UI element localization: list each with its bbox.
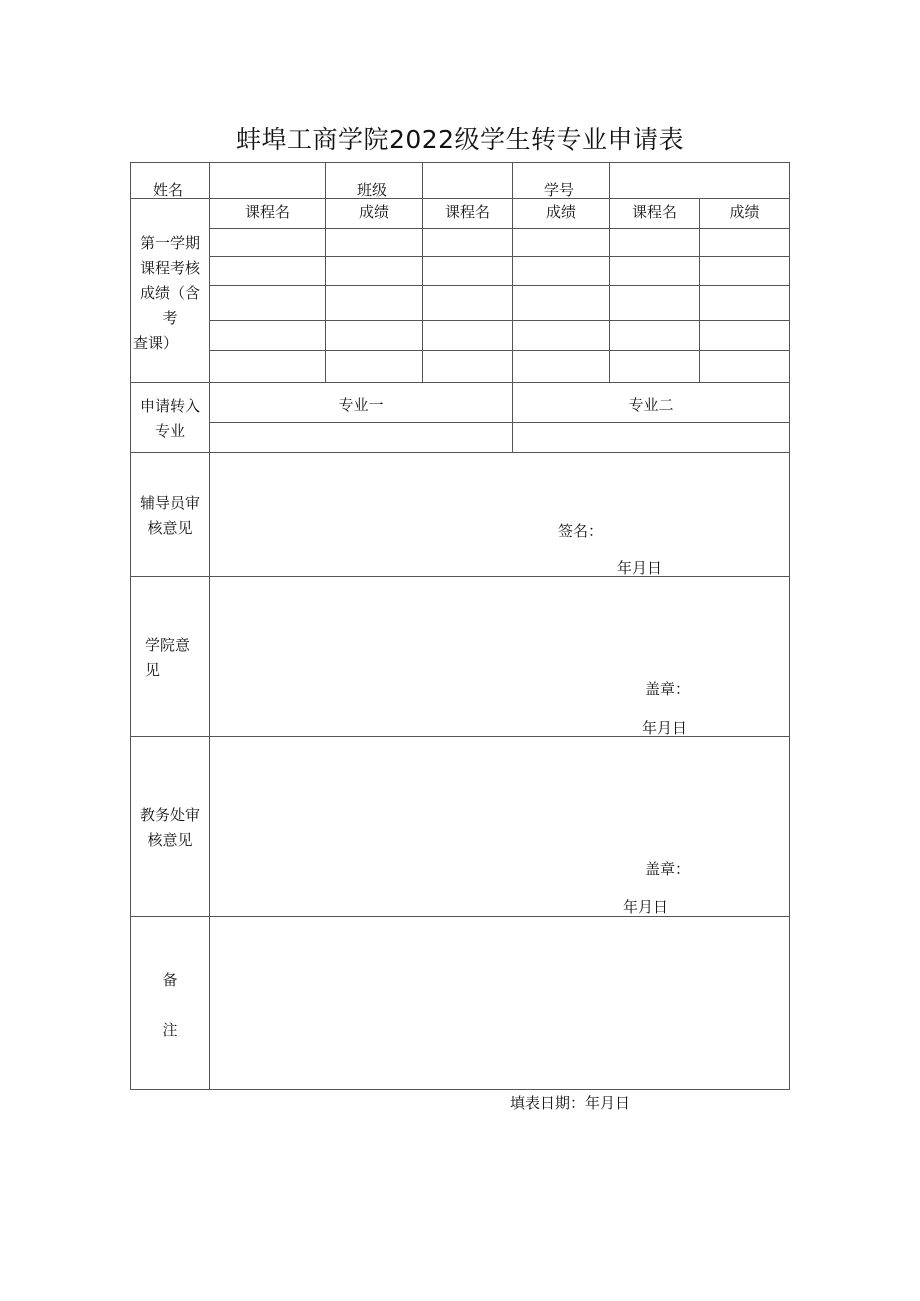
- row-divider: [131, 736, 789, 737]
- major-two-field[interactable]: [513, 423, 789, 451]
- student-id-label: 学号: [544, 181, 575, 199]
- grade-header-course: 课程名: [444, 203, 490, 221]
- grade-header-course: 课程名: [244, 203, 290, 221]
- label-line: 课程考核: [139, 259, 200, 277]
- row-divider: [131, 576, 789, 577]
- grade-row-divider: [209, 285, 789, 286]
- remarks-label-line: 备: [162, 971, 178, 989]
- grade-row-divider: [209, 256, 789, 257]
- row-divider: [131, 916, 789, 917]
- college-date-label: 年月日: [642, 719, 688, 737]
- label-line: 见: [145, 661, 161, 679]
- grade-row-divider: [209, 320, 789, 321]
- fill-date: 填表日期：年月日: [510, 1094, 631, 1112]
- label-line: 申请转入: [139, 397, 200, 415]
- column-divider: [699, 198, 700, 382]
- column-divider: [325, 163, 326, 382]
- label-line: 考: [162, 309, 178, 327]
- row-divider: [131, 382, 789, 383]
- form-title: 蚌埠工商学院2022级学生转专业申请表: [235, 125, 685, 154]
- student-id-field[interactable]: [610, 169, 789, 197]
- counselor-signature-label: 签名：: [558, 522, 604, 540]
- label-line: 辅导员审: [139, 494, 200, 512]
- name-label: 姓名: [153, 181, 184, 199]
- label-line: 学院意: [145, 636, 191, 654]
- major-one-field[interactable]: [210, 423, 512, 451]
- row-divider: [131, 452, 789, 453]
- major-two-header: 专业二: [628, 396, 674, 414]
- college-section-label: [145, 633, 209, 683]
- row-divider: [131, 198, 789, 199]
- academic-date-label: 年月日: [623, 898, 669, 916]
- application-form-table: [130, 162, 790, 1090]
- remarks-field[interactable]: [210, 918, 788, 1088]
- academic-seal-label: 盖章：: [645, 860, 691, 878]
- label-line: 核意见: [147, 831, 193, 849]
- label-line: 专业: [154, 422, 185, 440]
- major-one-header: 专业一: [338, 396, 384, 414]
- label-line: 核意见: [147, 519, 193, 537]
- counselor-section-label: [131, 491, 209, 541]
- label-line: 第一学期: [139, 234, 200, 252]
- name-field[interactable]: [210, 169, 325, 197]
- academic-affairs-section-label: [131, 803, 209, 853]
- grade-header-score: 成绩: [358, 203, 389, 221]
- label-line: 成绩（含: [139, 284, 200, 302]
- grade-row-divider: [209, 228, 789, 229]
- label-line: 查课）: [133, 334, 179, 352]
- counselor-date-label: 年月日: [617, 559, 663, 577]
- grades-section-label: [131, 231, 209, 356]
- grade-header-score: 成绩: [729, 203, 760, 221]
- class-field[interactable]: [423, 169, 512, 197]
- label-line: 教务处审: [139, 806, 200, 824]
- grade-header-score: 成绩: [545, 203, 576, 221]
- college-seal-label: 盖章：: [645, 680, 691, 698]
- transfer-section-label: [131, 394, 209, 444]
- grade-row-divider: [209, 350, 789, 351]
- remarks-label-line: 注: [162, 1021, 178, 1039]
- grade-header-course: 课程名: [631, 203, 677, 221]
- class-label: 班级: [357, 181, 388, 199]
